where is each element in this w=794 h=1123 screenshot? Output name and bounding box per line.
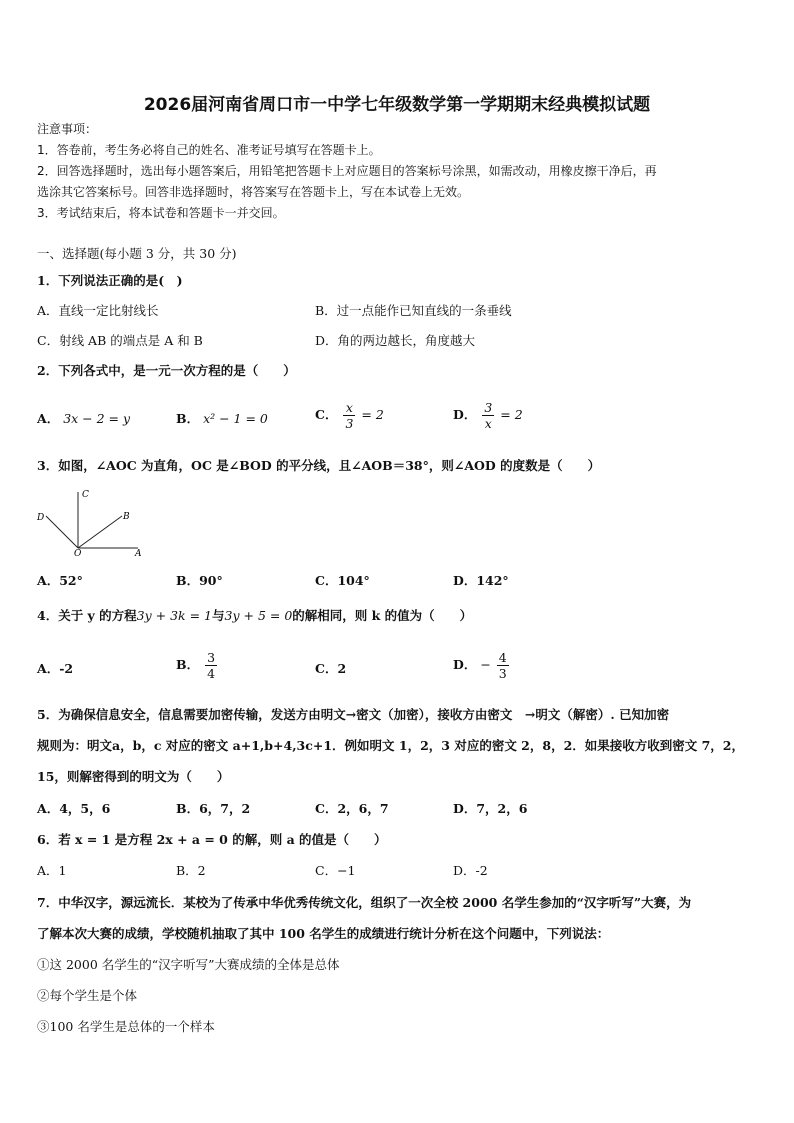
label-a: A xyxy=(135,549,142,558)
q2-option-d xyxy=(453,400,523,431)
q3-option-a: A．52° xyxy=(37,573,83,588)
q1-option-b: B．过一点能作已知直线的一条垂线 xyxy=(315,303,512,318)
q2-option-d-fraction xyxy=(482,400,494,431)
ray-ob xyxy=(78,516,122,548)
q6-option-b: B．2 xyxy=(176,863,206,878)
q2-option-b xyxy=(176,410,268,428)
q1-option-a: A．直线一定比射线长 xyxy=(37,303,159,318)
q4-option-b-denominator: 4 xyxy=(207,666,216,681)
section-heading: 一、选择题(每小题 3 分，共 30 分) xyxy=(37,246,237,261)
q5-option-d: D．7，2，6 xyxy=(453,801,528,816)
q4-option-d xyxy=(453,650,511,681)
q3-option-d: D．142° xyxy=(453,573,509,588)
q7-line-2: 了解本次大赛的成绩，学校随机抽取了其中 100 名学生的成绩进行统计分析在这个问题中，下列说法： xyxy=(37,926,610,941)
q4-option-d-denominator: 3 xyxy=(498,666,507,681)
notice-item-3: 3．考试结束后，将本试卷和答题卡一并交回。 xyxy=(37,206,285,220)
q7-statement-1: ①这 2000 名学生的“汉字听写”大赛成绩的全体是总体 xyxy=(37,957,340,972)
notice-item-2-cont: 选涂其它答案标号。回答非选择题时，将答案写在答题卡上，写在本试卷上无效。 xyxy=(37,185,470,199)
q5-option-a: A．4，5，6 xyxy=(37,801,111,816)
q5-line-1: 5．为确保信息安全，信息需要加密传输，发送方由明文→密文（加密），接收方由密文 →明文（解密）. 已知加密 xyxy=(37,707,670,722)
q5-line-2: 规则为：明文a，b，c 对应的密文 a+1,b+4,3c+1．例如明文 1，2，3 对应的密文 2，8，2．如果接收方收到密文 7，2， xyxy=(37,738,745,753)
q4-option-b-fraction xyxy=(205,650,217,681)
q4-option-d-numerator: 4 xyxy=(498,650,507,665)
q4-option-d-fraction xyxy=(497,650,509,681)
q1-option-d: D．角的两边越长，角度越大 xyxy=(315,333,476,348)
q2-option-b-label: B． xyxy=(176,411,200,426)
q3-stem: 3．如图，∠AOC 为直角，OC 是∠BOD 的平分线，且∠AOB＝38°，则∠AOD 的度数是（ ） xyxy=(37,458,601,473)
notice-heading: 注意事项： xyxy=(37,122,98,136)
q4-stem-pre: 4．关于 y 的方程 xyxy=(37,608,137,623)
label-c: C xyxy=(82,490,89,500)
q4-stem xyxy=(37,607,472,625)
q2-option-b-expr: x² − 1 = 0 xyxy=(203,411,268,426)
q2-option-c-rest: = 2 xyxy=(361,407,384,422)
q4-option-b-numerator: 3 xyxy=(207,650,216,665)
q7-statement-2: ②每个学生是个体 xyxy=(37,988,138,1003)
q4-stem-mid: 与 xyxy=(212,608,225,623)
q1-stem: 1．下列说法正确的是( ) xyxy=(37,273,183,288)
q2-option-c xyxy=(315,400,384,431)
q2-option-d-numerator: 3 xyxy=(484,400,493,415)
q4-option-d-sign: − xyxy=(480,657,491,672)
q5-option-b: B．6，7，2 xyxy=(176,801,251,816)
q7-statement-3: ③100 名学生是总体的一个样本 xyxy=(37,1019,215,1034)
q2-option-a xyxy=(37,410,130,428)
q6-option-c: C．−1 xyxy=(315,863,356,878)
q1-option-c: C．射线 AB 的端点是 A 和 B xyxy=(37,333,203,348)
angle-figure xyxy=(34,486,146,558)
q2-option-d-rest: = 2 xyxy=(500,407,523,422)
q4-option-b-label: B． xyxy=(176,657,200,672)
page-title: 2026届河南省周口市一中学七年级数学第一学期期末经典模拟试题 xyxy=(143,95,651,115)
q4-equation-2: 3y + 5 = 0 xyxy=(224,608,293,623)
q6-stem: 6．若 x = 1 是方程 2x + a = 0 的解，则 a 的值是（ ） xyxy=(37,832,387,847)
q2-option-c-denominator: 3 xyxy=(345,416,354,431)
label-b: B xyxy=(123,512,130,522)
q2-stem: 2．下列各式中，是一元一次方程的是（ ） xyxy=(37,363,296,378)
q4-option-d-label: D． xyxy=(453,657,477,672)
q5-option-c: C．2，6，7 xyxy=(315,801,389,816)
q2-option-c-numerator: x xyxy=(343,400,355,416)
q2-option-a-label: A． xyxy=(37,411,60,426)
label-o: O xyxy=(74,549,82,558)
notice-item-1: 1．答卷前，考生务必将自己的姓名、准考证号填写在答题卡上。 xyxy=(37,143,381,157)
notice-item-2: 2．回答选择题时，选出每小题答案后，用铅笔把答题卡上对应题目的答案标号涂黑，如需改动，用橡皮擦干净后，再 xyxy=(37,164,657,178)
q2-option-d-label: D． xyxy=(453,407,477,422)
q5-line-3: 15，则解密得到的明文为（ ） xyxy=(37,769,230,784)
ray-od xyxy=(46,516,78,548)
q2-option-d-denominator: x xyxy=(484,416,492,431)
label-d: D xyxy=(37,513,45,523)
q4-option-c: C．2 xyxy=(315,661,347,676)
q3-option-b: B．90° xyxy=(176,573,223,588)
q4-option-a: A．-2 xyxy=(37,661,74,676)
q4-equation-1: 3y + 3k = 1 xyxy=(136,608,213,623)
q2-option-c-label: C． xyxy=(315,407,338,422)
q2-option-a-expr: 3x − 2 = y xyxy=(63,411,131,426)
q6-option-a: A．1 xyxy=(37,863,67,878)
q3-option-c: C．104° xyxy=(315,573,370,588)
q2-option-c-fraction xyxy=(343,400,355,431)
q4-stem-post: 的解相同，则 k 的值为（ ） xyxy=(292,608,473,623)
q4-option-b xyxy=(176,650,219,681)
q7-line-1: 7．中华汉字，源远流长．某校为了传承中华优秀传统文化，组织了一次全校 2000 名学生参加的“汉字听写”大赛，为 xyxy=(37,895,692,910)
q6-option-d: D．-2 xyxy=(453,863,488,878)
